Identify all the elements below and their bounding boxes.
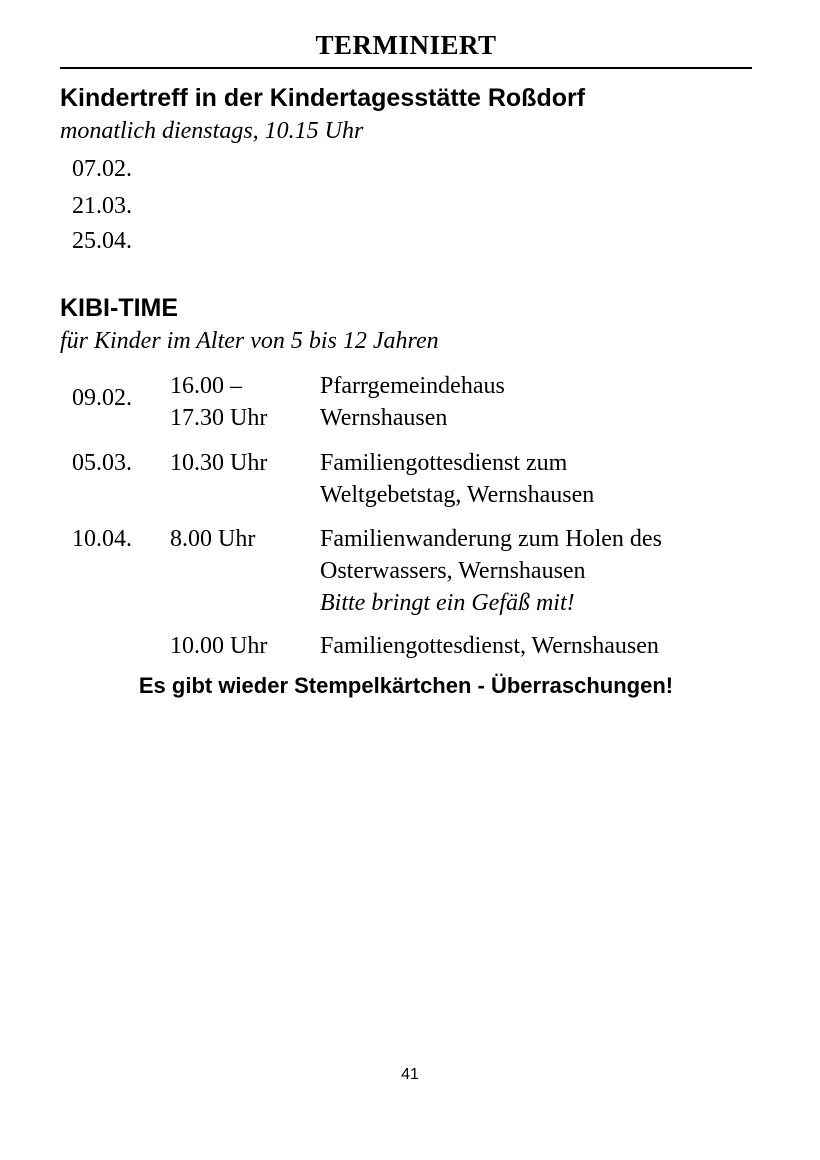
event-description: Wernshausen	[320, 405, 448, 431]
event-date: 05.03.	[72, 450, 132, 476]
header-divider	[60, 67, 752, 69]
kindertreff-date: 21.03.	[72, 193, 132, 219]
page-title: TERMINIERT	[315, 30, 497, 60]
event-description: Osterwassers, Wernshausen	[320, 558, 586, 584]
kindertreff-date: 07.02.	[72, 156, 132, 182]
event-description: Weltgebetstag, Wernshausen	[320, 482, 595, 508]
kibi-subtitle: für Kinder im Alter von 5 bis 12 Jahren	[60, 328, 439, 354]
kindertreff-subtitle: monatlich dienstags, 10.15 Uhr	[60, 118, 364, 144]
event-time: 16.00 –	[170, 373, 242, 399]
event-time: 8.00 Uhr	[170, 526, 256, 552]
event-description: Familiengottesdienst, Wernshausen	[320, 633, 659, 659]
event-description: Familienwanderung zum Holen des	[320, 526, 662, 552]
event-time: 10.30 Uhr	[170, 450, 268, 476]
page-number: 41	[401, 1066, 419, 1083]
kindertreff-date: 25.04.	[72, 228, 132, 254]
event-description: Familiengottesdienst zum	[320, 450, 568, 476]
event-note: Bitte bringt ein Gefäß mit!	[320, 590, 575, 616]
event-time: 10.00 Uhr	[170, 633, 268, 659]
event-time: 17.30 Uhr	[170, 405, 268, 431]
kindertreff-title: Kindertreff in der Kindertagesstätte Roßdorf	[60, 84, 586, 112]
event-date: 10.04.	[72, 526, 132, 552]
closing-note: Es gibt wieder Stempelkärtchen - Überraschungen!	[138, 673, 674, 698]
kibi-title: KIBI-TIME	[60, 294, 179, 322]
event-date: 09.02.	[72, 385, 132, 411]
event-description: Pfarrgemeindehaus	[320, 373, 505, 399]
